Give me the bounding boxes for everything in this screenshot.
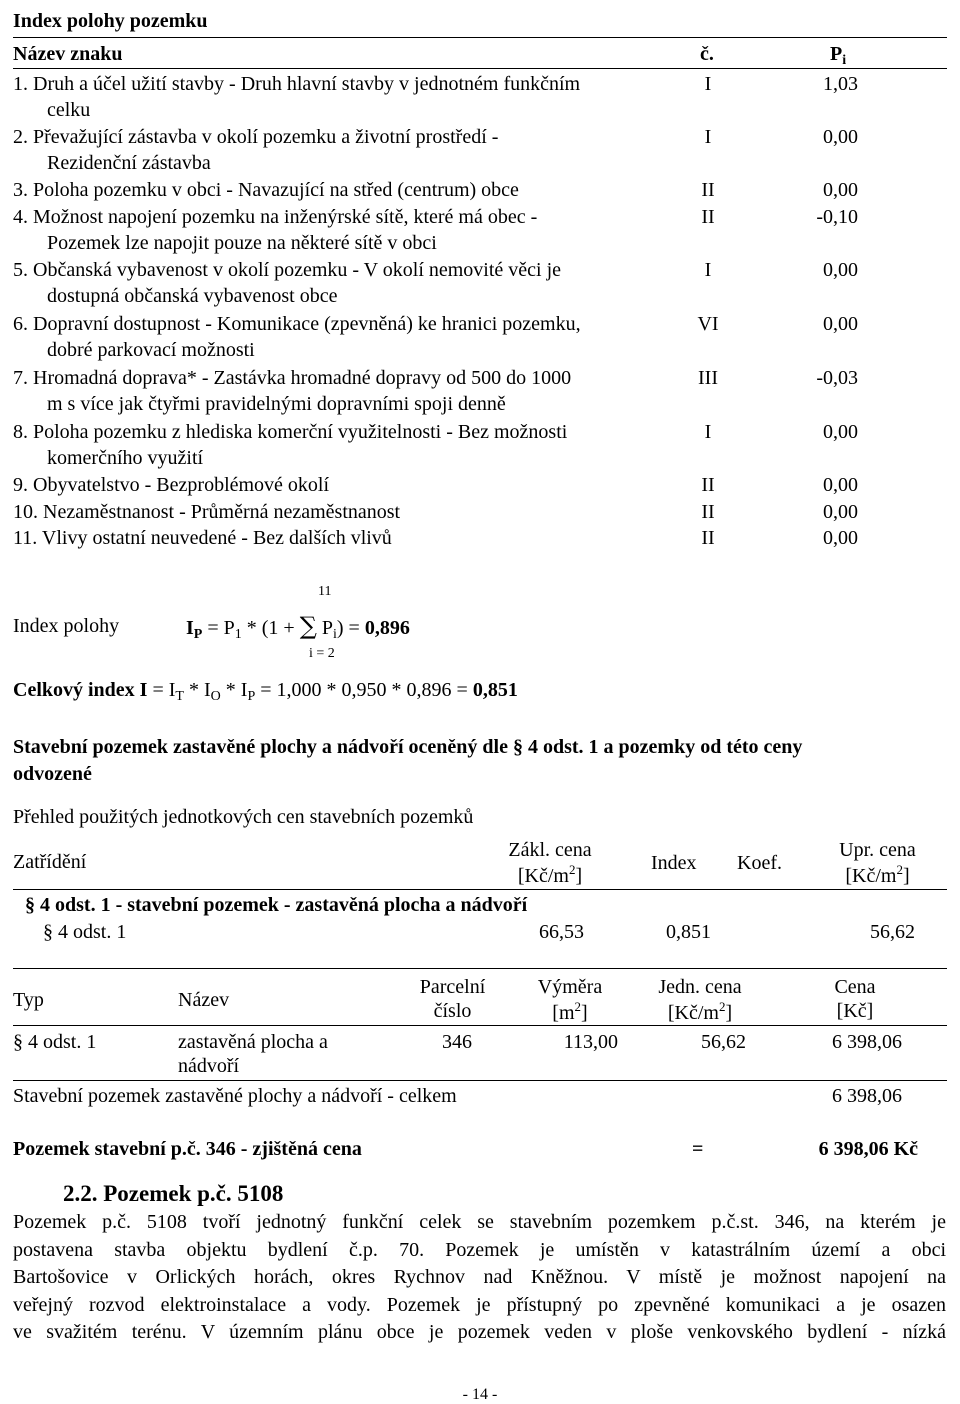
parcel-row-nazev: zastavěná plocha a nádvoří: [178, 1031, 328, 1077]
parcel-total-label: Stavební pozemek zastavěné plochy a nádvoří - celkem: [13, 1085, 457, 1107]
result-equals: =: [692, 1138, 704, 1160]
index-row-number: II: [701, 527, 715, 549]
parcel-row-jedn-cena: 56,62: [701, 1031, 746, 1053]
index-row-text: 9. Obyvatelstvo - Bezproblémové okolí: [13, 474, 330, 496]
index-row-number: III: [698, 367, 718, 389]
unit-row-index: 0,851: [666, 921, 711, 943]
index-row-value: 0,00: [823, 179, 858, 201]
index-row-number: I: [704, 126, 712, 148]
parcel-total-value: 6 398,06: [832, 1085, 902, 1107]
formula-label: Index polohy: [13, 615, 120, 637]
sum-upper-limit: 11: [318, 584, 332, 599]
index-row-number: II: [701, 179, 715, 201]
index-row-number: VI: [697, 313, 719, 335]
formula-expression: $I_P = P_1 * (1$ + ∑ $P_i) = 0,896$: [186, 612, 410, 642]
index-row-number: II: [701, 206, 715, 228]
result-label: Pozemek stavební p.č. 346 - zjištěná cena: [13, 1138, 362, 1160]
page-number: - 14 -: [462, 1386, 498, 1403]
parcel-row-cena: 6 398,06: [832, 1031, 902, 1053]
col-cena: Cena [Kč]: [834, 976, 876, 1022]
index-row-number: I: [704, 259, 712, 281]
index-row-text: 7. Hromadná doprava* - Zastávka hromadné dopravy od 500 do 1000: [13, 367, 572, 389]
col-nazev: Název: [178, 989, 230, 1011]
total-index: Celkový index $I = I_T * I_O * I_P = 1,000 * 0,950 * 0,896 = 0,851$: [13, 679, 518, 704]
index-row-text: 4. Možnost napojení pozemku na inženýrské sítě, které má obec -: [13, 206, 538, 228]
index-row-number: I: [704, 73, 712, 95]
parcel-row-typ: § 4 odst. 1: [13, 1031, 97, 1053]
sigma-symbol: ∑: [299, 612, 317, 640]
result-value: 6 398,06 Kč: [818, 1138, 918, 1160]
index-row-text: 8. Poloha pozemku z hlediska komerční využitelnosti - Bez možnosti: [13, 421, 568, 443]
col-vymera: Výměra $[m^2]$: [537, 976, 603, 1024]
index-row-value: 0,00: [823, 313, 858, 335]
divider: [13, 968, 947, 969]
col-index: Index: [651, 852, 697, 874]
index-row-text-continued: dobré parkovací možnosti: [47, 339, 255, 361]
paragraph-line: Bartošovice v Orlických horách, okres Rychnov nad Kněžnou. V místě je možnost napojení na: [13, 1266, 946, 1288]
parcel-row-vymera: 113,00: [563, 1031, 618, 1053]
col-zatrideni: Zatřídění: [13, 851, 87, 873]
divider: [13, 68, 947, 69]
unit-row-upr: 56,62: [870, 921, 915, 943]
header-number: č.: [700, 43, 714, 65]
index-row-number: II: [701, 501, 715, 523]
index-table-title: Index polohy pozemku: [13, 10, 208, 32]
index-row-value: 0,00: [823, 527, 858, 549]
parcel-row-cislo: 346: [442, 1031, 472, 1053]
col-jedn-cena: Jedn. cena $[Kč/m^2]$: [658, 976, 742, 1024]
index-row-text-continued: dostupná občanská vybavenost obce: [47, 285, 338, 307]
index-row-text: 6. Dopravní dostupnost - Komunikace (zpevněná) ke hranici pozemku,: [13, 313, 581, 335]
index-row-text-continued: Pozemek lze napojit pouze na některé sítě v obci: [47, 232, 437, 254]
unit-prices-title: Přehled použitých jednotkových cen stavebních pozemků: [13, 806, 474, 828]
paragraph-line: postavena stavba objektu bydlení č.p. 70. Pozemek je umístěn v katastrálním území a obci: [13, 1238, 946, 1261]
index-row-text: 11. Vlivy ostatní neuvedené - Bez dalších vlivů: [13, 527, 392, 549]
paragraph-line: Pozemek p.č. 5108 tvoří jednotný funkční celek se stavebním pozemkem p.č.st. 346, na kterém je: [13, 1211, 946, 1233]
header-pi: $P_i$: [830, 43, 847, 68]
divider: [13, 37, 947, 38]
section-heading-line2: odvozené: [13, 763, 92, 785]
col-typ: Typ: [13, 989, 44, 1011]
index-row-value: 0,00: [823, 421, 858, 443]
header-name: Název znaku: [13, 43, 123, 65]
index-row-text: 5. Občanská vybavenost v okolí pozemku - V okolí nemovité věci je: [13, 259, 562, 281]
divider: [13, 1025, 947, 1026]
col-koef: Koef.: [737, 852, 782, 874]
index-row-value: 0,00: [823, 474, 858, 496]
index-row-number: II: [701, 474, 715, 496]
index-row-number: I: [704, 421, 712, 443]
index-row-text-continued: m s více jak čtyřmi pravidelnými dopravními spoji denně: [47, 393, 506, 415]
unit-row-zakl: 66,53: [539, 921, 584, 943]
sum-lower-limit: i = 2: [309, 646, 335, 661]
index-row-text: 10. Nezaměstnanost - Průměrná nezaměstnanost: [13, 501, 401, 523]
index-row-text-continued: celku: [47, 99, 91, 121]
paragraph-line: veřejný rozvod elektroinstalace a vody. Pozemek je přístupný po zpevněné komunikaci a je osazen: [13, 1293, 946, 1316]
col-upr-cena: Upr. cena $[Kč/m^2]$: [839, 839, 916, 887]
index-row-value: -0,10: [816, 206, 858, 228]
col-parcelni-cislo: Parcelní číslo: [419, 976, 486, 1022]
section-heading-line1: Stavební pozemek zastavěné plochy a nádvoří oceněný dle § 4 odst. 1 a pozemky od této ceny: [13, 736, 803, 758]
col-zakl-cena: Zákl. cena $[Kč/m^2]$: [508, 839, 592, 887]
index-row-text: 2. Převažující zástavba v okolí pozemku a životní prostředí -: [13, 126, 499, 148]
index-row-text-continued: Rezidenční zástavba: [47, 152, 211, 174]
index-row-text: 3. Poloha pozemku v obci - Navazující na střed (centrum) obce: [13, 179, 519, 201]
index-row-value: -0,03: [816, 367, 858, 389]
index-row-text-continued: komerčního využití: [47, 447, 204, 469]
index-row-value: 0,00: [823, 501, 858, 523]
unit-prices-group: § 4 odst. 1 - stavební pozemek - zastavěná plocha a nádvoří: [25, 894, 528, 916]
unit-row-zatrideni: § 4 odst. 1: [43, 921, 127, 943]
paragraph-line: ve svažitém terénu. V územním plánu obce je pozemek veden v ploše venkovského bydlení - nízká: [13, 1321, 946, 1343]
divider: [13, 889, 947, 890]
index-row-value: 0,00: [823, 126, 858, 148]
subsection-heading: 2.2. Pozemek p.č. 5108: [63, 1181, 284, 1206]
index-row-text: 1. Druh a účel užití stavby - Druh hlavní stavby v jednotném funkčním: [13, 73, 581, 95]
index-row-value: 1,03: [823, 73, 858, 95]
index-row-value: 0,00: [823, 259, 858, 281]
divider: [13, 1080, 947, 1081]
